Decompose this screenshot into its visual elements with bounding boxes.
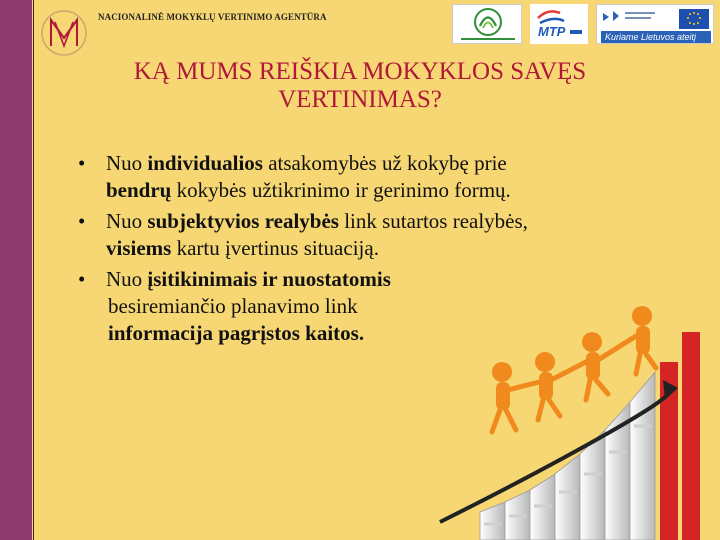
- bullet-text: [106, 267, 391, 291]
- bullet-text-part: Nuo: [106, 209, 148, 233]
- bullet-bold-text: visiems: [106, 236, 172, 260]
- bullet-text-part: Nuo: [106, 151, 148, 175]
- bullet-continuation: besiremiančio planavimo link: [108, 294, 358, 318]
- slide-title: [60, 58, 660, 114]
- bullet-bold-text: bendrų: [106, 178, 172, 202]
- agency-name: NACIONALINĖ MOKYKLŲ VERTINIMO AGENTŪRA: [98, 12, 327, 22]
- svg-text:MTP: MTP: [538, 24, 566, 39]
- partner-logo-1: [452, 4, 522, 44]
- bullet-text-part: atsakomybės už kokybę prie: [262, 151, 507, 175]
- agency-logo-icon: [40, 8, 88, 58]
- eu-slogan-text: Kuriame Lietuvos ateitį: [605, 32, 697, 42]
- bullet-symbol: •: [78, 151, 86, 175]
- bullet-bold-text: įsitikinimais ir nuostatomis: [147, 267, 391, 291]
- people-climbing-chart-illustration-icon: [420, 302, 720, 540]
- bullet-text-part: kartu įvertinus situaciją.: [171, 236, 379, 260]
- bullet-text-part: kokybės užtikrinimo ir gerinimo formų.: [171, 178, 511, 202]
- left-accent-bar: [0, 0, 32, 540]
- bullet-item: [78, 208, 698, 262]
- bullet-text-part: Nuo: [106, 267, 148, 291]
- bullet-bold-text: individualios: [147, 151, 263, 175]
- bullet-continuation: [106, 235, 698, 262]
- partner-logo-3: [596, 4, 714, 44]
- green-round-logo-icon: [453, 5, 523, 45]
- left-accent-line: [33, 0, 34, 540]
- mtp-logo-icon: [530, 4, 588, 44]
- bullet-bold-text: subjektyvios realybės: [147, 209, 339, 233]
- slide-title-line-1: KĄ MUMS REIŠKIA MOKYKLOS SAVĘS: [133, 58, 587, 85]
- bullet-text: [106, 209, 528, 233]
- bullet-symbol: •: [78, 267, 86, 291]
- bullet-item: [78, 150, 698, 204]
- bullet-continuation: [106, 177, 698, 204]
- bullet-symbol: •: [78, 209, 86, 233]
- bullet-text-part: link sutartos realybės,: [338, 209, 528, 233]
- slide-title-line-2: VERTINIMAS?: [278, 86, 442, 113]
- partner-logo-2: [530, 4, 588, 44]
- eu-kuriame-lietuvos-ateiti-icon: [597, 5, 715, 45]
- bullet-continuation-bold: informacija pagrįstos kaitos.: [108, 321, 365, 345]
- bullet-text: [106, 151, 507, 175]
